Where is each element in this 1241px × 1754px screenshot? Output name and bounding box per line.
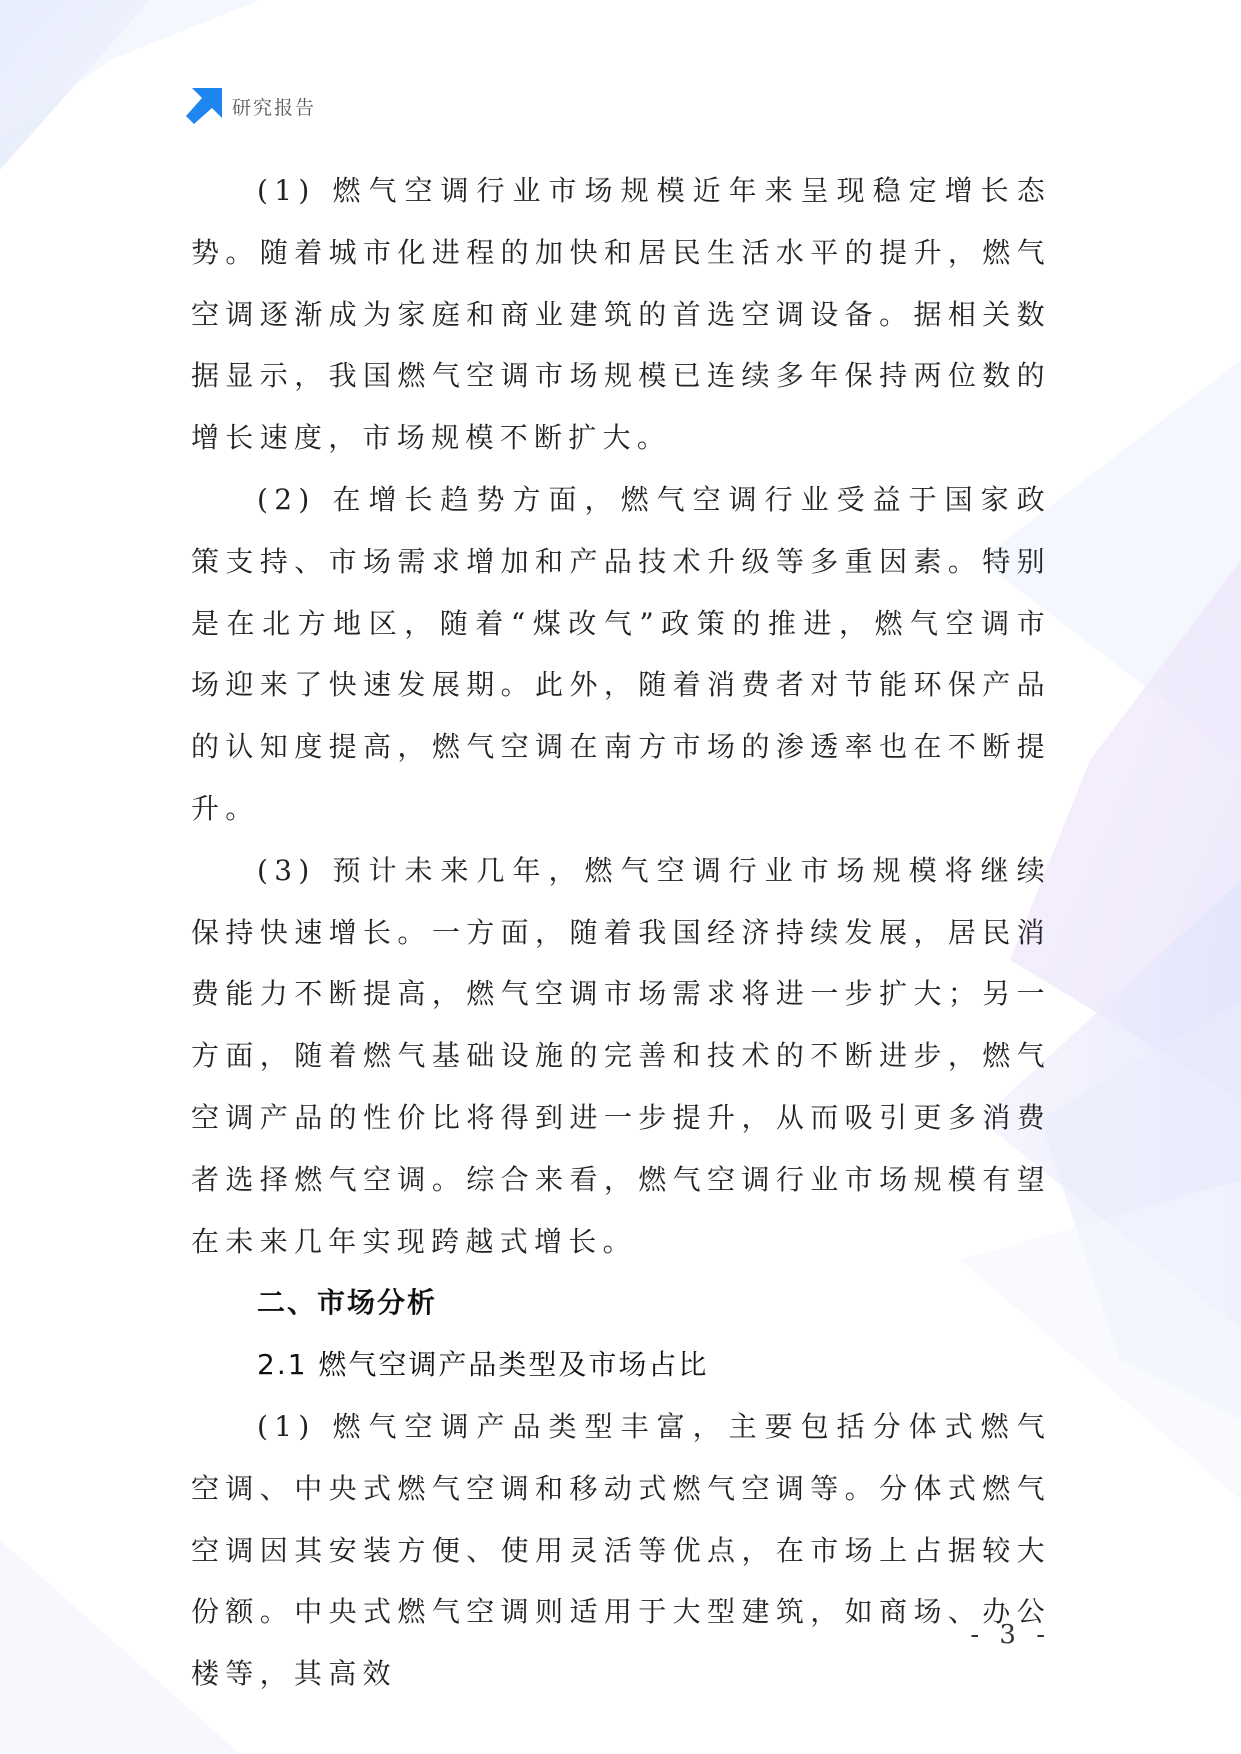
report-header bbox=[186, 88, 316, 124]
arrow-up-right-icon bbox=[186, 88, 222, 124]
section-heading: 二、市场分析 bbox=[257, 1286, 438, 1320]
paragraph-1: (1) 燃气空调行业市场规模近年来呈现稳定增长态势。随着城市化进程的加快和居民生活水平的提升，燃气空调逐渐成为家庭和商业建筑的首选空调设备。据相关数据显示，我国燃气空调市场规模已连续多年保持两位数的增长速度，市场规模不断扩大。 bbox=[191, 174, 1051, 455]
page-number: - 3 - bbox=[970, 1620, 1051, 1650]
header-title: 研究报告 bbox=[232, 96, 317, 119]
document-body bbox=[191, 160, 1051, 1705]
subsection-paragraph: (1) 燃气空调产品类型丰富，主要包括分体式燃气空调、中央式燃气空调和移动式燃气空调等。分体式燃气空调因其安装方便、使用灵活等优点，在市场上占据较大份额。中央式燃气空调则适用于大型建筑，如商场、办公楼等，其高效 bbox=[191, 1409, 1051, 1691]
paragraph-2: (2) 在增长趋势方面，燃气空调行业受益于国家政策支持、市场需求增加和产品技术升级等多重因素。特别是在北方地区，随着“煤改气”政策的推进，燃气空调市场迎来了快速发展期。此外，随着消费者对节能环保产品的认知度提高，燃气空调在南方市场的渗透率也在不断提升。 bbox=[191, 482, 1051, 825]
paragraph-3: (3) 预计未来几年，燃气空调行业市场规模将继续保持快速增长。一方面，随着我国经济持续发展，居民消费能力不断提高，燃气空调市场需求将进一步扩大；另一方面，随着燃气基础设施的完善和技术的不断进步，燃气空调产品的性价比将得到进一步提升，从而吸引更多消费者选择燃气空调。综合来看，燃气空调行业市场规模有望在未来几年实现跨越式增长。 bbox=[191, 853, 1051, 1258]
subsection-heading: 2.1 燃气空调产品类型及市场占比 bbox=[257, 1348, 709, 1382]
